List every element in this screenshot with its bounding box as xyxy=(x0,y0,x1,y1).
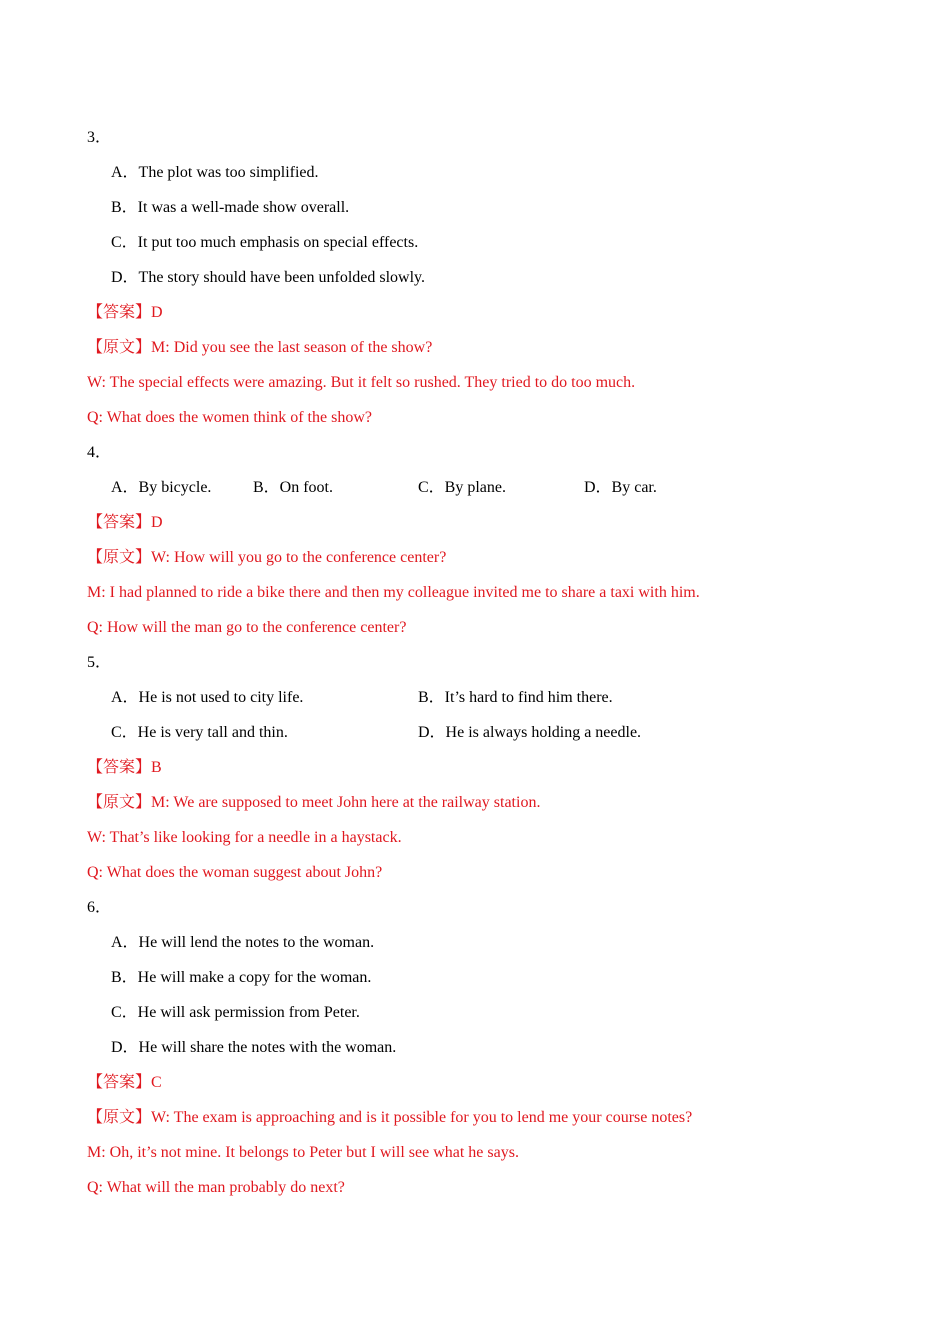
option-a: A．The plot was too simplified. xyxy=(111,164,319,181)
question-number: 4． xyxy=(87,444,112,461)
transcript-line xyxy=(87,338,432,358)
option-d: D．By car. xyxy=(584,479,657,496)
option-d: D．The story should have been unfolded slowly. xyxy=(111,269,426,286)
transcript-line: W: The special effects were amazing. But it felt so rushed. They tried to do too much. xyxy=(87,374,636,391)
answer-value: B xyxy=(151,759,162,776)
answer-value: C xyxy=(151,1074,162,1091)
question-number: 3． xyxy=(87,129,112,146)
transcript-line: M: Oh, it’s not mine. It belongs to Peter but I will see what he says. xyxy=(87,1144,519,1161)
transcript-line xyxy=(87,793,540,813)
option-b: B．On foot. xyxy=(253,479,334,496)
option-d: D．He is always holding a needle. xyxy=(418,724,642,741)
transcript-question: Q: How will the man go to the conference center? xyxy=(87,619,407,636)
question-number: 6． xyxy=(87,899,112,916)
answer-label: 【答案】 xyxy=(87,514,152,531)
transcript-line xyxy=(87,548,446,568)
answer-label: 【答案】 xyxy=(87,1074,152,1091)
transcript-question: Q: What will the man probably do next? xyxy=(87,1179,345,1196)
option-a: A．He will lend the notes to the woman. xyxy=(111,934,375,951)
option-b: B．It was a well-made show overall. xyxy=(111,199,350,216)
answer-line xyxy=(87,758,162,778)
option-a: A．By bicycle. xyxy=(111,479,212,496)
transcript-label: 【原文】 xyxy=(87,1109,152,1126)
transcript-text: M: Did you see the last season of the show? xyxy=(151,339,433,356)
transcript-line: M: I had planned to ride a bike there and then my colleague invited me to share a taxi with him. xyxy=(87,584,700,601)
transcript-text: W: How will you go to the conference center? xyxy=(151,549,447,566)
transcript-question: Q: What does the women think of the show? xyxy=(87,409,372,426)
answer-value: D xyxy=(151,304,163,321)
transcript-question: Q: What does the woman suggest about John? xyxy=(87,864,383,881)
transcript-line: W: That’s like looking for a needle in a haystack. xyxy=(87,829,402,846)
answer-label: 【答案】 xyxy=(87,759,152,776)
transcript-label: 【原文】 xyxy=(87,549,152,566)
transcript-line xyxy=(87,1108,692,1128)
option-c: C．By plane. xyxy=(418,479,506,496)
option-c: C．He will ask permission from Peter. xyxy=(111,1004,360,1021)
answer-value: D xyxy=(151,514,163,531)
answer-label: 【答案】 xyxy=(87,304,152,321)
option-c: C．It put too much emphasis on special effects. xyxy=(111,234,419,251)
question-number: 5． xyxy=(87,654,112,671)
option-a: A．He is not used to city life. xyxy=(111,689,304,706)
transcript-label: 【原文】 xyxy=(87,339,152,356)
transcript-text: M: We are supposed to meet John here at the railway station. xyxy=(151,794,541,811)
option-b: B．He will make a copy for the woman. xyxy=(111,969,372,986)
answer-line xyxy=(87,513,163,533)
answer-line xyxy=(87,303,163,323)
transcript-label: 【原文】 xyxy=(87,794,152,811)
answer-line xyxy=(87,1073,162,1093)
option-d: D．He will share the notes with the woman. xyxy=(111,1039,397,1056)
option-b: B．It’s hard to find him there. xyxy=(418,689,613,706)
transcript-text: W: The exam is approaching and is it possible for you to lend me your course notes? xyxy=(151,1109,693,1126)
option-c: C．He is very tall and thin. xyxy=(111,724,288,741)
